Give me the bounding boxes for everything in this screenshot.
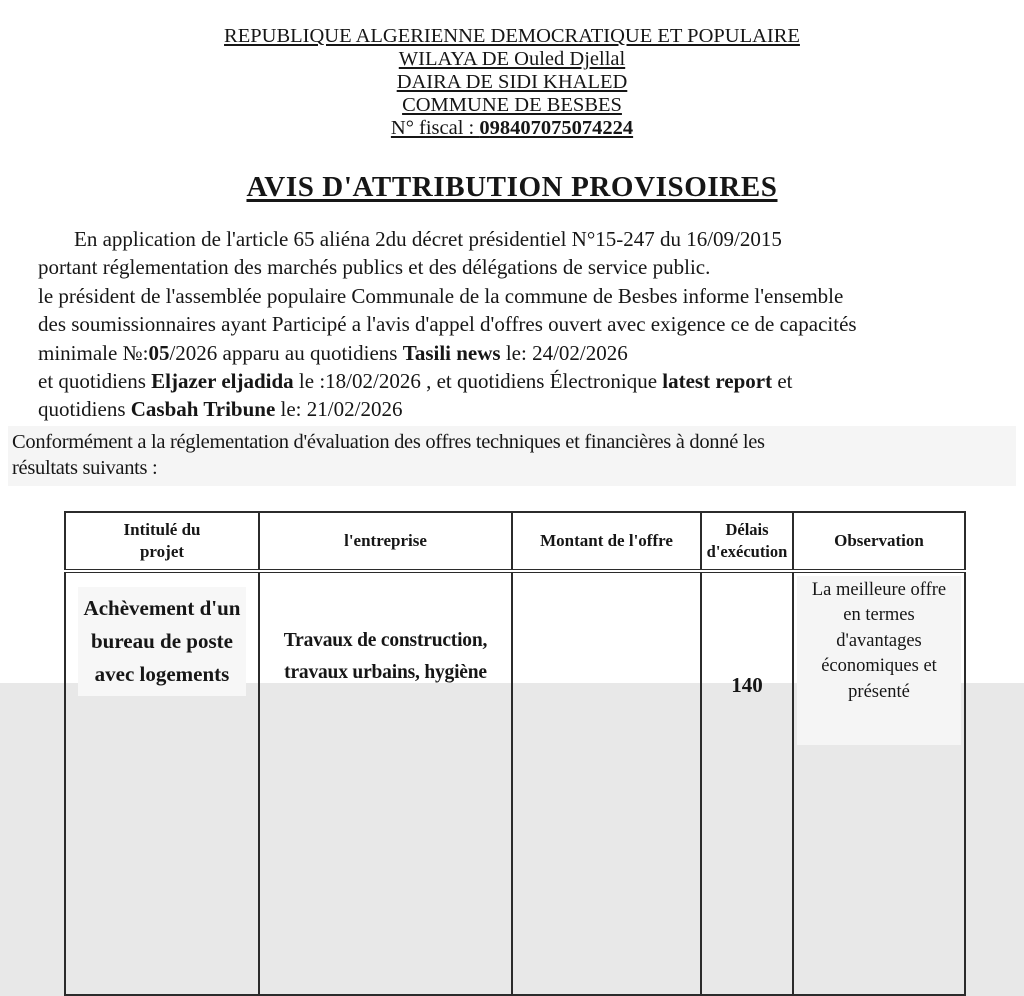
header-line-fiscal [0, 117, 1024, 140]
header-line-republic: REPUBLIQUE ALGERIENNE DEMOCRATIQUE ET POPULAIRE [224, 25, 800, 47]
date-tasili: le: 24/02/2026 [500, 340, 628, 365]
col-header-project: Intitulé du projet [65, 512, 259, 571]
body-line-6-run: et quotidiens [38, 369, 152, 394]
cell-amount [512, 571, 701, 995]
delay-value: 140 [731, 672, 763, 697]
company-line: travaux urbains, hygiène [284, 661, 487, 683]
body-line-3: le président de l'assemblée populaire Communale de la commune de Besbes informe l'ensemble [38, 283, 844, 308]
body-line-6 [38, 367, 1004, 395]
observation-line: présenté [848, 681, 910, 702]
header-line-daira: DAIRA DE SIDI KHALED [396, 71, 628, 93]
col-header-delay: Délais d'exécution [701, 512, 793, 571]
body-line-1: En application de l'article 65 aliéna 2du décret présidentiel N°15-247 du 16/09/2015 [74, 227, 782, 251]
cell-observation [793, 571, 965, 995]
project-line: avec logements [94, 661, 230, 686]
document-letterhead [0, 0, 1024, 140]
header-line-commune: COMMUNE DE BESBES [402, 94, 622, 116]
cell-project [65, 571, 259, 995]
observation-line: La meilleure offre [811, 579, 947, 600]
body-line-2: portant réglementation des marchés publics et des délégations de service public. [38, 255, 711, 280]
col-header-company: l'entreprise [259, 512, 512, 571]
project-line: bureau de poste [91, 628, 233, 653]
page-title [0, 171, 1024, 204]
results-table [64, 511, 966, 996]
body-line-7-run: quotidiens [38, 397, 131, 422]
body-line-6-run: le :18/02/2026 , et quotidiens Électronique [293, 369, 663, 394]
header-line-wilaya: WILAYA DE Ouled Djellal [398, 48, 626, 70]
company-line: Travaux de construction, [283, 629, 488, 651]
body-line-6-run: et [772, 369, 793, 394]
cell-company [259, 571, 512, 995]
body-line-5-run: /2026 apparu au quotidiens [169, 340, 403, 365]
newspaper-casbah: Casbah Tribune [130, 397, 276, 422]
regulation-note-band [8, 426, 1016, 486]
project-title [78, 587, 247, 696]
body-line-5 [38, 339, 1004, 367]
fiscal-number: 098407075074224 [479, 117, 634, 139]
company-name [261, 625, 510, 689]
body-line-5-run: minimale №: [38, 340, 149, 365]
col-header-observation: Observation [793, 512, 965, 571]
cell-delay [701, 571, 793, 995]
col-header-amount: Montant de l'offre [512, 512, 701, 571]
body-line-7 [38, 395, 1004, 423]
observation-line: d'avantages [836, 630, 922, 651]
observation-line: économiques et [821, 656, 937, 677]
newspaper-latest-report: latest report [662, 369, 773, 394]
project-line: Achèvement d'un [83, 595, 241, 620]
fiscal-label: N° fiscal : [390, 117, 480, 139]
newspaper-tasili: Tasili news [402, 340, 501, 365]
table-header-row [65, 512, 965, 571]
observation-line: en termes [843, 605, 915, 626]
table-row [65, 571, 965, 995]
body-text [38, 225, 1004, 424]
page-title-text: AVIS D'ATTRIBUTION PROVISOIRES [246, 171, 778, 203]
newspaper-eljazer: Eljazer eljadida [151, 369, 294, 394]
notice-number: 05 [148, 340, 170, 365]
body-line-4: des soumissionnaires ayant Participé a l'avis d'appel d'offres ouvert avec exigence ce de capacités [38, 312, 857, 337]
note-line-2: résultats suivants : [12, 456, 158, 479]
date-casbah: le: 21/02/2026 [275, 397, 403, 422]
note-line-1: Conformément a la réglementation d'évaluation des offres techniques et financières à donné les [12, 430, 765, 453]
observation-text [797, 576, 961, 746]
